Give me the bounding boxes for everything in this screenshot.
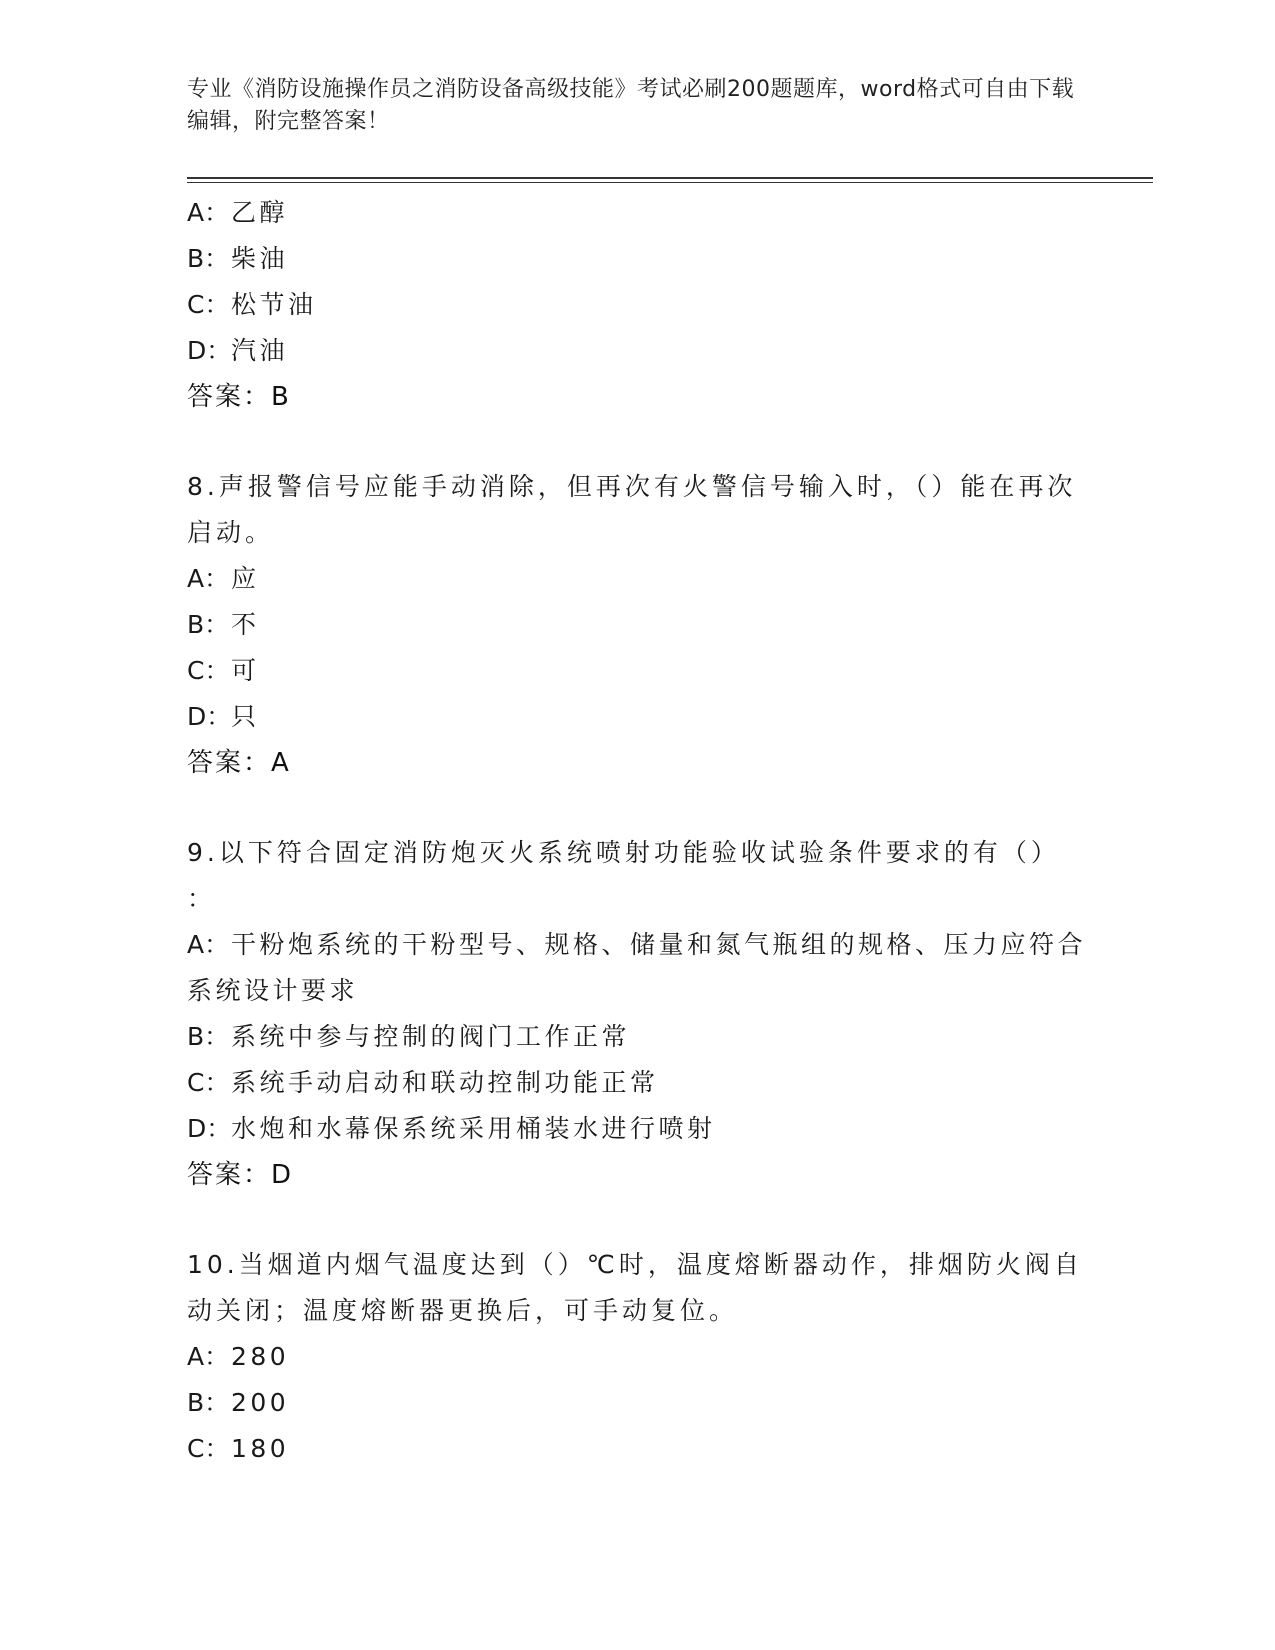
- spacer: [187, 786, 1087, 830]
- option-text: 汽油: [231, 336, 289, 365]
- option-line: [187, 1014, 1087, 1060]
- option-key: D：: [187, 336, 232, 365]
- header-divider-thick: [187, 177, 1153, 179]
- option-line: [187, 236, 1087, 282]
- question-block-10: [187, 1242, 1087, 1472]
- option-key: B：: [187, 610, 230, 639]
- option-key: A：: [187, 1342, 230, 1371]
- option-text: 系统手动启动和联动控制功能正常: [231, 1068, 659, 1097]
- option-text: 应: [231, 564, 260, 593]
- option-line: [187, 282, 1087, 328]
- option-text: 系统中参与控制的阀门工作正常: [231, 1022, 631, 1051]
- question-block-continued: [187, 190, 1087, 420]
- option-text: 干粉炮系统的干粉型号、规格、储量和氮气瓶组的规格、压力应符合系统设计要求: [187, 930, 1087, 1005]
- option-key: C：: [187, 1068, 230, 1097]
- option-line: [187, 1426, 1087, 1472]
- option-text: 只: [231, 702, 260, 731]
- answer-line: 答案：B: [187, 382, 291, 412]
- option-text: 不: [231, 610, 260, 639]
- option-key: C：: [187, 1434, 230, 1463]
- option-text: 180: [231, 1434, 290, 1463]
- question-block-9: [187, 830, 1087, 1198]
- option-key: D：: [187, 1114, 232, 1143]
- option-text: 水炮和水幕保系统采用桶装水进行喷射: [231, 1114, 716, 1143]
- question-block-8: [187, 464, 1087, 786]
- option-line: [187, 1106, 1087, 1152]
- option-line: [187, 1060, 1087, 1106]
- spacer: [187, 1198, 1087, 1242]
- option-line: [187, 648, 1087, 694]
- option-key: D：: [187, 702, 232, 731]
- question-text: 10.当烟道内烟气温度达到（）℃时，温度熔断器动作，排烟防火阀自动关闭；温度熔断器更换后，可手动复位。: [187, 1250, 1083, 1325]
- option-key: B：: [187, 1388, 230, 1417]
- option-key: B：: [187, 244, 230, 273]
- option-line: [187, 1334, 1087, 1380]
- option-line: [187, 1380, 1087, 1426]
- option-line: [187, 328, 1087, 374]
- option-key: C：: [187, 656, 230, 685]
- option-text: 松节油: [231, 290, 317, 319]
- option-key: C：: [187, 290, 230, 319]
- answer-line: 答案：A: [187, 748, 291, 778]
- option-key: A：: [187, 930, 230, 959]
- option-text: 200: [231, 1388, 290, 1417]
- option-key: B：: [187, 1022, 230, 1051]
- option-line: [187, 602, 1087, 648]
- option-text: 柴油: [231, 244, 289, 273]
- spacer: [187, 420, 1087, 464]
- option-text: 280: [231, 1342, 290, 1371]
- option-text: 可: [231, 656, 260, 685]
- option-key: A：: [187, 198, 230, 227]
- option-key: A：: [187, 564, 230, 593]
- answer-line: 答案：D: [187, 1160, 294, 1190]
- question-text: 9.以下符合固定消防炮灭火系统喷射功能验收试验条件要求的有（）: [187, 838, 1060, 867]
- question-text: 8.声报警信号应能手动消除，但再次有火警信号输入时，（）能在再次启动。: [187, 472, 1077, 547]
- option-line: [187, 694, 1087, 740]
- option-line: [187, 190, 1087, 236]
- header-divider-thin: [187, 182, 1153, 183]
- option-line: [187, 556, 1087, 602]
- option-line: [187, 922, 1087, 1014]
- question-list: [187, 190, 1087, 1472]
- document-header-title: 专业《消防设施操作员之消防设备高级技能》考试必刷200题题库，word格式可自由下载编辑，附完整答案！: [187, 77, 1075, 134]
- question-text-tail: ：: [187, 884, 217, 913]
- option-text: 乙醇: [231, 198, 289, 227]
